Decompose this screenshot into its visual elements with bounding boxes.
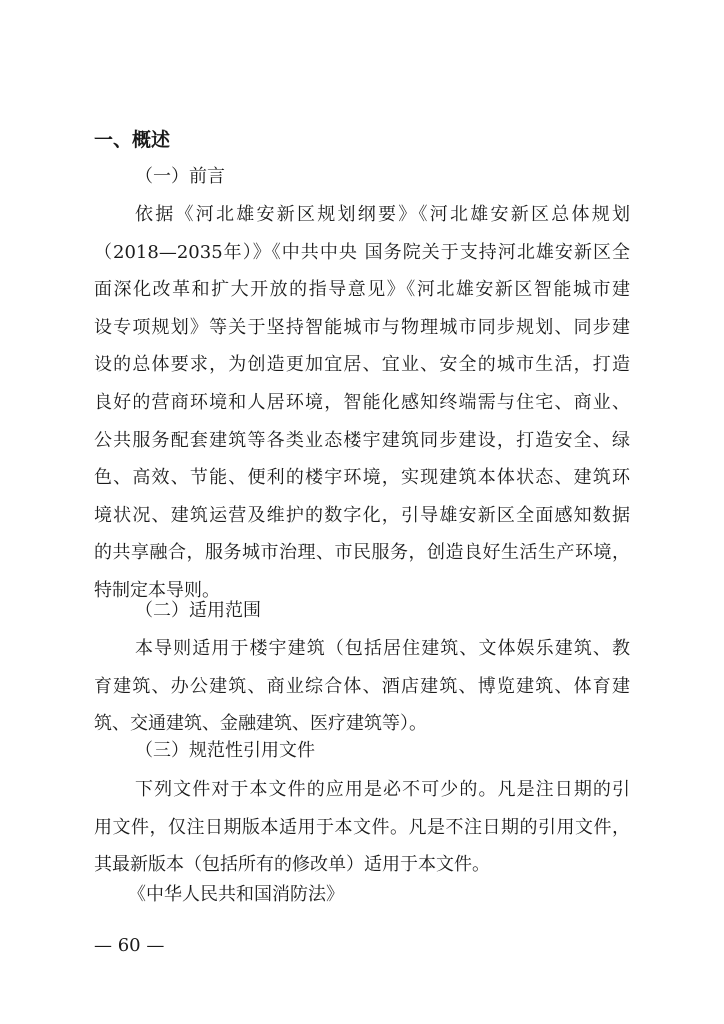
paragraph-line: 境状况、建筑运营及维护的数字化，引导雄安新区全面感知数据 [94,504,630,526]
paragraph-line: 本导则适用于楼宇建筑（包括居住建筑、文体娱乐建筑、教 [135,638,630,659]
paragraph-line: 设专项规划》等关于坚持智能城市与物理城市同步规划、同步建 [94,316,630,338]
paragraph-line: 用文件，仅注日期版本适用于本文件。凡是不注日期的引用文件， [94,816,630,838]
paragraph-line: 依据《河北雄安新区规划纲要》《河北雄安新区总体规划 [135,204,630,225]
paragraph-scope [94,630,630,743]
paragraph-line: 特制定本导则。 [94,579,220,601]
referenced-document-title: 《中华人民共和国消防法》 [128,884,344,905]
paragraph-line: 筑、交通建筑、金融建筑、医疗建筑等）。 [94,713,427,735]
paragraph-line: 的共享融合，服务城市治理、市民服务，创造良好生活生产环境， [94,542,630,564]
paragraph-normative-references [94,771,630,884]
section-title: 一、概述 [94,129,171,151]
paragraph-line: 公共服务配套建筑等各类业态楼宇建筑同步建设，打造安全、绿 [94,429,630,451]
paragraph-line: （2018—2035年）》《中共中央 国务院关于支持河北雄安新区全 [94,241,630,263]
paragraph-line: 良好的营商环境和人居环境，智能化感知终端需与住宅、商业、 [94,391,630,413]
page-number: — 60 — [94,935,165,956]
paragraph-line: 设的总体要求，为创造更加宜居、宜业、安全的城市生活，打造 [94,354,630,376]
paragraph-line: 下列文件对于本文件的应用是必不可少的。凡是注日期的引 [135,779,630,800]
paragraph-line: 其最新版本（包括所有的修改单）适用于本文件。 [94,854,490,876]
paragraph-line: 色、高效、节能、便利的楼宇环境，实现建筑本体状态、建筑环 [94,467,630,489]
subsection-title-scope: （二）适用范围 [135,600,261,621]
subsection-title-preface: （一）前言 [135,166,225,187]
paragraph-preface [94,196,630,610]
paragraph-line: 面深化改革和扩大开放的指导意见》《河北雄安新区智能城市建 [94,279,630,301]
subsection-title-normative-references: （三）规范性引用文件 [135,740,315,761]
paragraph-line: 育建筑、办公建筑、商业综合体、酒店建筑、博览建筑、体育建 [94,675,630,697]
